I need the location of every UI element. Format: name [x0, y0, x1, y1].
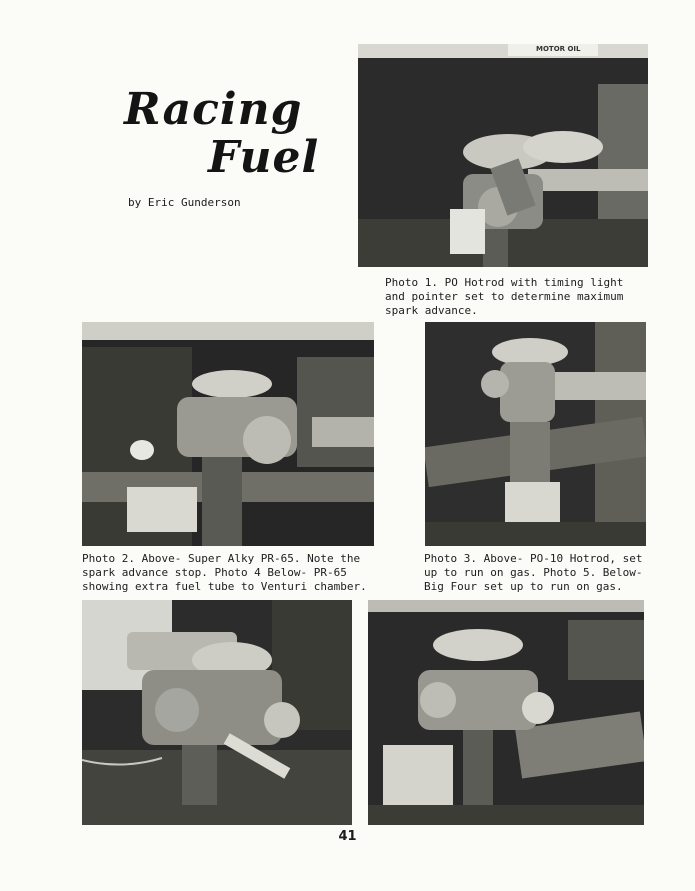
photo-3-outboard-motor	[425, 322, 646, 546]
page-number: 41	[338, 829, 357, 844]
article-title-line-1: Racing	[124, 84, 303, 135]
photo-3-5-caption	[424, 552, 643, 594]
photo-5-outboard-motor	[368, 600, 644, 825]
article-byline: by Eric Gunderson	[128, 196, 241, 209]
caption-line: Photo 2. Above- Super Alky PR-65. Note the	[82, 552, 361, 565]
caption-line: Big Four set up to run on gas.	[424, 580, 623, 593]
caption-line: up to run on gas. Photo 5. Below-	[424, 566, 643, 579]
photo-4-outboard-motor	[82, 600, 352, 825]
caption-line: showing extra fuel tube to Venturi chamber.	[82, 580, 367, 593]
photo-2-outboard-motor	[82, 322, 374, 546]
caption-line: Photo 1. PO Hotrod with timing light	[385, 276, 624, 289]
motor-oil-sign-text: MOTOR OIL	[536, 45, 581, 53]
caption-line: spark advance stop. Photo 4 Below- PR-65	[82, 566, 347, 579]
caption-line: Photo 3. Above- PO-10 Hotrod, set	[424, 552, 643, 565]
photo-1-caption	[385, 276, 623, 318]
article-title-line-2: Fuel	[208, 132, 320, 183]
photo-1-outboard-motor	[358, 44, 648, 267]
caption-line: and pointer set to determine maximum	[385, 290, 624, 303]
photo-2-4-caption	[82, 552, 367, 594]
caption-line: spark advance.	[385, 304, 478, 317]
